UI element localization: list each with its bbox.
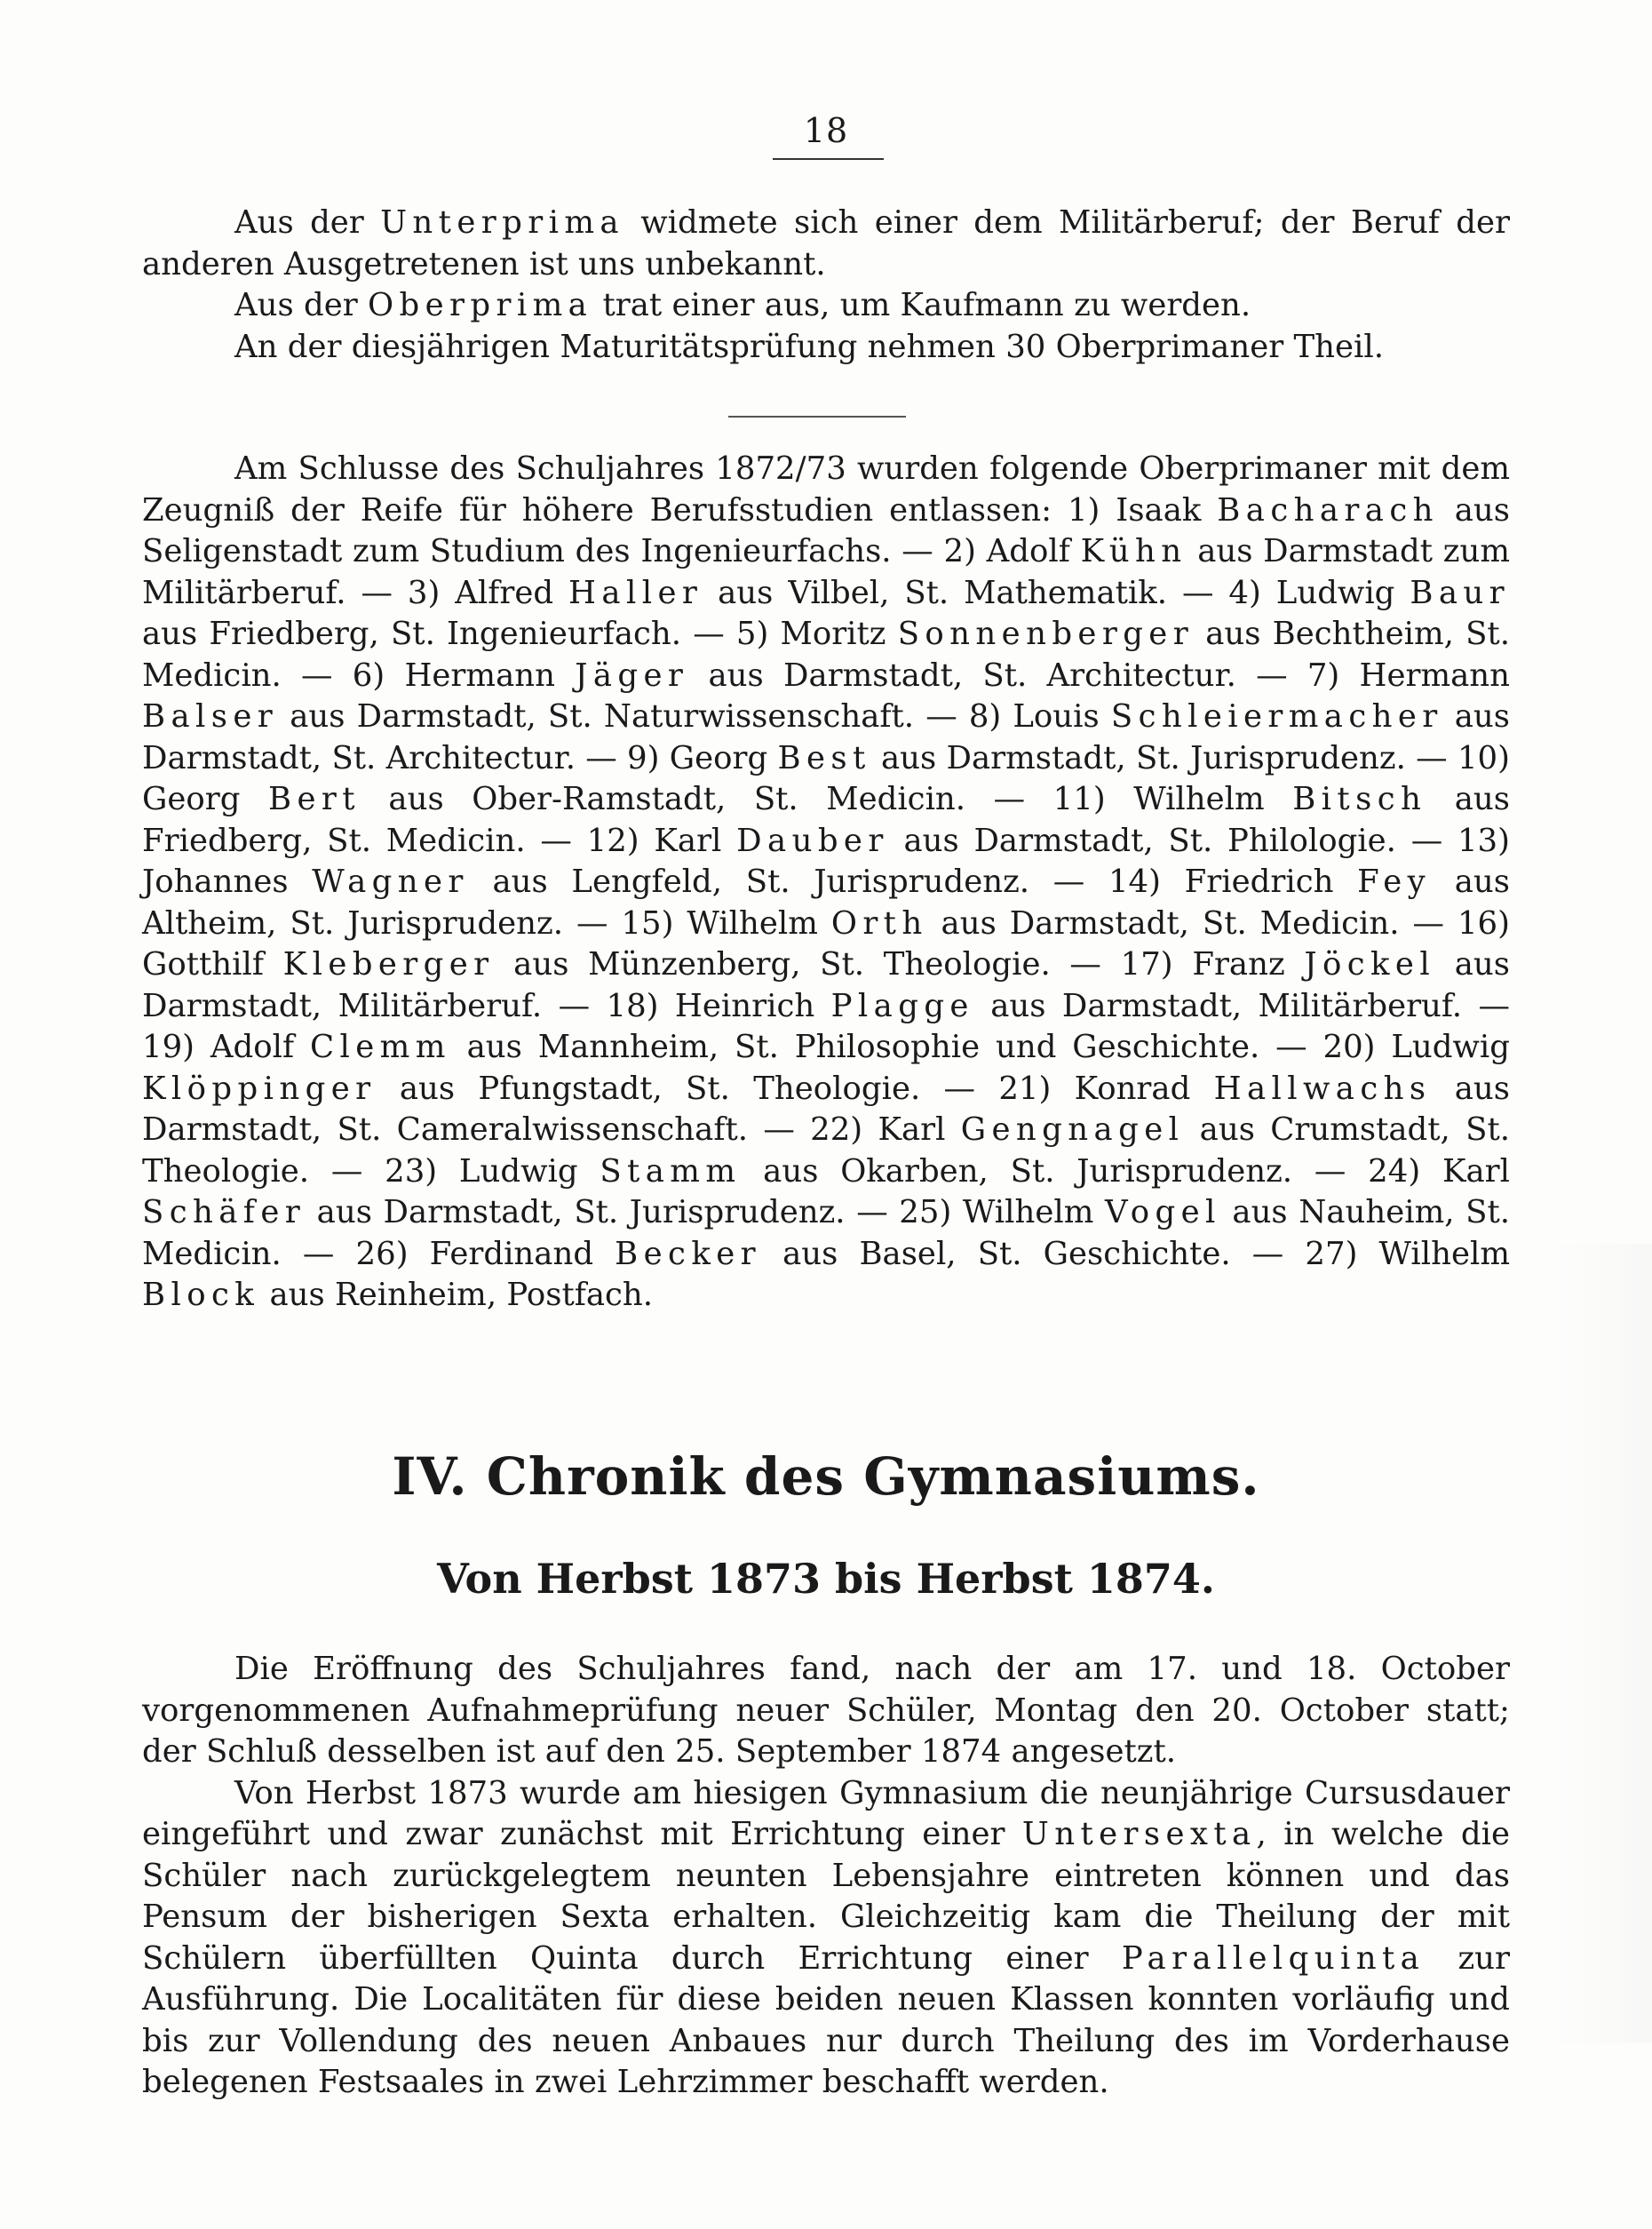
text-run: aus Darmstadt, St. Jurisprudenz. — 10) Georg bbox=[142, 739, 1510, 817]
paragraph bbox=[142, 1649, 1510, 1773]
spaced-name: Bert bbox=[267, 781, 361, 817]
text-run: aus Darmstadt, St. Medicin. — 16) Gotthilf bbox=[142, 904, 1510, 983]
paragraph bbox=[142, 285, 1510, 327]
paragraph bbox=[142, 327, 1510, 369]
text-run: aus Darmstadt, St. Cameralwissenschaft. — 22) Karl bbox=[142, 1070, 1510, 1148]
text-run: aus Darmstadt, St. Naturwissenschaft. — 8) Louis bbox=[278, 698, 1111, 735]
spaced-name: Sonnenberger bbox=[897, 616, 1195, 652]
spaced-name: Gengnagel bbox=[960, 1111, 1185, 1148]
chapter-subtitle: Von Herbst 1873 bis Herbst 1874. bbox=[437, 1555, 1215, 1603]
text-run: aus Darmstadt zum Militärberuf. — 3) Alfred bbox=[142, 533, 1510, 611]
spaced-name: Block bbox=[142, 1277, 260, 1313]
spaced-name: Vogel bbox=[1105, 1194, 1221, 1230]
spaced-name: Klöppinger bbox=[142, 1070, 377, 1107]
text-run: aus Darmstadt, St. Architectur. — 7) Hermann bbox=[688, 657, 1510, 694]
chapter-title: IV. Chronik des Gymnasiums. bbox=[392, 1446, 1260, 1507]
spaced-name: Schleiermacher bbox=[1110, 698, 1443, 735]
page-number-rule bbox=[773, 158, 884, 160]
bleed-through-shadow bbox=[1554, 1244, 1652, 2043]
text-run: aus Ober-Ramstadt, St. Medicin. — 11) Wilhelm bbox=[360, 781, 1293, 817]
spaced-name: Dauber bbox=[736, 822, 889, 859]
spaced-name: Parallelquinta bbox=[1121, 1939, 1426, 1977]
section-departures bbox=[142, 203, 1510, 368]
text-run: trat einer aus, um Kaufmann zu werden. bbox=[592, 287, 1251, 323]
text-run: aus Pfungstadt, St. Theologie. — 21) Konrad bbox=[376, 1070, 1214, 1107]
text-run: aus Basel, St. Geschichte. — 27) Wilhelm bbox=[760, 1235, 1510, 1272]
paragraph bbox=[142, 203, 1510, 285]
spaced-name: Stamm bbox=[600, 1152, 742, 1190]
text-run: aus Bechtheim, St. Medicin. — 6) Hermann bbox=[142, 616, 1510, 694]
text-run: An der diesjährigen Maturitätsprüfung nehmen 30 Oberprimaner Theil. bbox=[234, 328, 1384, 365]
text-run: aus Darmstadt, St. Philologie. — 13) Johannes bbox=[142, 822, 1510, 900]
spaced-name: Best bbox=[777, 739, 871, 776]
section-chronicle bbox=[142, 1649, 1510, 2104]
spaced-name: Bacharach bbox=[1217, 491, 1439, 529]
text-run: aus Okarben, St. Jurisprudenz. — 24) Karl bbox=[741, 1152, 1510, 1190]
spaced-name: Fey bbox=[1357, 864, 1432, 900]
spaced-name: Schäfer bbox=[142, 1194, 306, 1230]
spaced-name: Jäger bbox=[575, 657, 689, 694]
text-run: widmete sich einer dem Militärberuf; der Beruf der anderen Ausgetretenen ist uns unbekannt. bbox=[142, 204, 1510, 283]
text-run: aus Lengfeld, St. Jurisprudenz. — 14) Friedrich bbox=[468, 864, 1358, 900]
spaced-name: Hallwachs bbox=[1213, 1070, 1432, 1107]
spaced-name: Bitsch bbox=[1292, 781, 1427, 817]
spaced-name: Orth bbox=[830, 904, 928, 942]
spaced-name: Becker bbox=[615, 1235, 761, 1272]
spaced-name: Kühn bbox=[1080, 533, 1187, 569]
text-run: aus Altheim, St. Jurisprudenz. — 15) Wilhelm bbox=[142, 864, 1510, 942]
text-run: , in welche die Schüler nach zurückgelegtem neunten Lebensjahre eintreten können und das Pensum der bisherigen Sexta erhalten. Gleichzeitig kam die Theilung der mit Schülern überfüllten Quinta durch Errichtung einer bbox=[142, 1816, 1510, 1977]
text-run: Am Schlusse des Schuljahres 1872/73 wurden folgende Oberprimaner mit dem Zeugniß der Reife für höhere Berufsstudien entlassen: 1) Isaak bbox=[142, 450, 1510, 529]
text-run: aus Darmstadt, St. Jurisprudenz. — 25) Wilhelm bbox=[306, 1194, 1105, 1230]
section-divider bbox=[728, 416, 906, 418]
spaced-name: Wagner bbox=[312, 864, 469, 900]
page-number: 18 bbox=[803, 111, 849, 150]
text-run: Die Eröffnung des Schuljahres fand, nach der am 17. und 18. October vorgenommenen Aufnahmeprüfung neuer Schüler, Montag den 20. October statt; der Schluß desselben ist auf den 25. September 1874 angesetzt. bbox=[142, 1651, 1510, 1770]
spaced-name: Kleberger bbox=[282, 946, 495, 983]
spaced-name: Balser bbox=[142, 698, 279, 735]
text-run: aus Crumstadt, St. Theologie. — 23) Ludwig bbox=[142, 1111, 1510, 1190]
spaced-name: Oberprima bbox=[368, 287, 593, 323]
text-run: aus Mannheim, St. Philosophie und Geschichte. — 20) Ludwig bbox=[450, 1029, 1510, 1065]
spaced-name: Untersexta bbox=[1021, 1816, 1257, 1852]
text-run: zur Ausführung. Die Localitäten für diese beiden neuen Klassen konnten vorläufig und bis zur Vollendung des neuen Anbaues nur durch Theilung des im Vorderhause belegenen Festsaales in zwei Lehrzimmer beschafft werden. bbox=[142, 1939, 1510, 2100]
text-run: aus Nauheim, St. Medicin. — 26) Ferdinand bbox=[142, 1194, 1510, 1272]
text-run: Von Herbst 1873 wurde am hiesigen Gymnasium die neunjährige Cursusdauer eingeführt und zwar zunächst mit Errichtung einer bbox=[142, 1774, 1510, 1852]
spaced-name: Baur bbox=[1410, 574, 1510, 611]
text-run: Aus der bbox=[234, 204, 381, 241]
section-graduates bbox=[142, 449, 1510, 1317]
text-run: aus Darmstadt, St. Architectur. — 9) Georg bbox=[142, 698, 1510, 776]
text-run: aus Darmstadt, Militärberuf. — 18) Heinrich bbox=[142, 946, 1510, 1024]
spaced-name: Haller bbox=[568, 574, 703, 611]
spaced-name: Plagge bbox=[830, 987, 974, 1024]
text-run: aus Seligenstadt zum Studium des Ingenieurfachs. — 2) Adolf bbox=[142, 491, 1511, 569]
text-run: Aus der bbox=[234, 287, 368, 323]
paragraph bbox=[142, 1773, 1510, 2104]
spaced-name: Unterprima bbox=[380, 204, 624, 241]
text-run: aus Friedberg, St. Medicin. — 12) Karl bbox=[142, 781, 1511, 859]
text-run: aus Vilbel, St. Mathematik. — 4) Ludwig bbox=[703, 574, 1410, 611]
text-run: aus Darmstadt, Militärberuf. — 19) Adolf bbox=[142, 987, 1511, 1065]
text-run: aus Reinheim, Postfach. bbox=[259, 1277, 654, 1313]
text-run: aus Münzenberg, St. Theologie. — 17) Franz bbox=[494, 946, 1305, 983]
text-run: aus Friedberg, St. Ingenieurfach. — 5) Moritz bbox=[142, 616, 898, 652]
paragraph bbox=[142, 449, 1510, 1317]
spaced-name: Jöckel bbox=[1304, 946, 1436, 983]
spaced-name: Clemm bbox=[309, 1029, 451, 1065]
